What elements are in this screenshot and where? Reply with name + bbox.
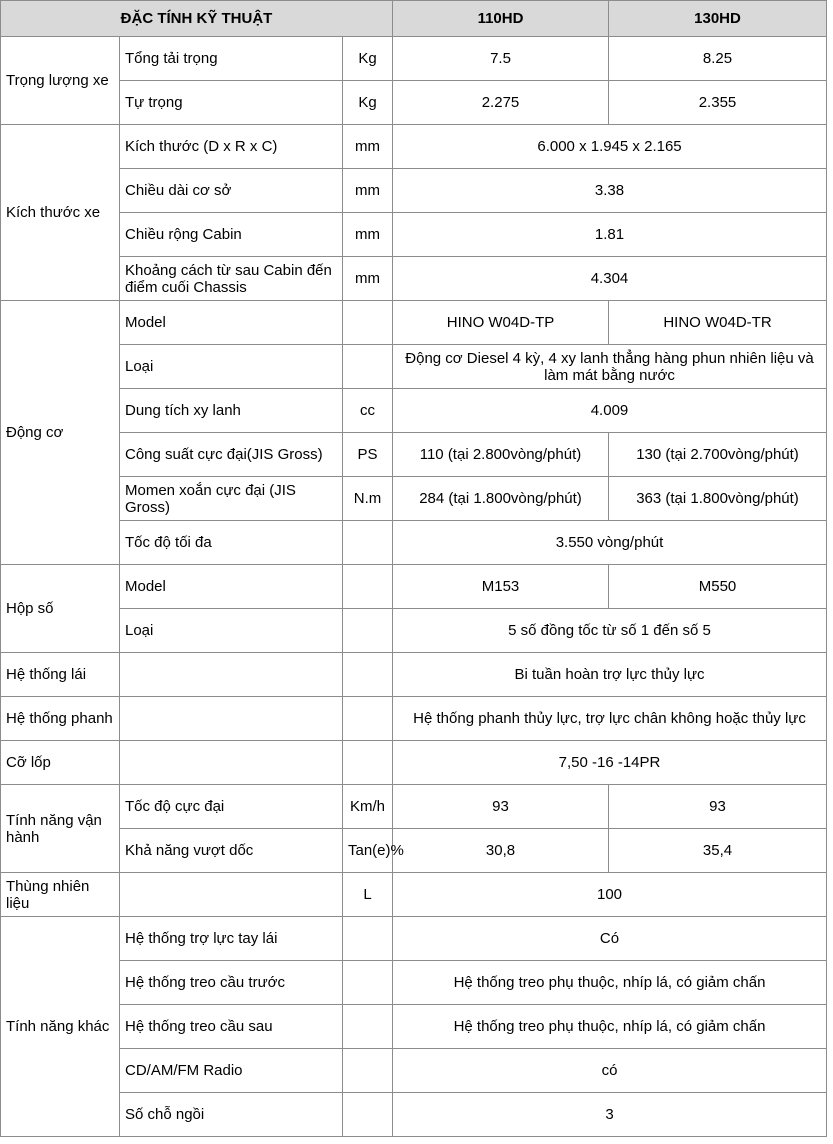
group-weight: Trọng lượng xe [1,37,120,125]
table-row [1,477,827,521]
table-row [1,653,827,697]
spec-header: ĐẶC TÍNH KỸ THUẬT [1,1,393,37]
shared-value: Hệ thống phanh thủy lực, trợ lực chân không hoặc thủy lực [393,697,827,741]
table-row [1,873,827,917]
table-row [1,1093,827,1137]
shared-value: 4.304 [393,257,827,301]
header-row [1,1,827,37]
group-tires: Cỡ lốp [1,741,120,785]
shared-value: có [393,1049,827,1093]
model-header-130hd: 130HD [609,1,827,37]
value-110hd: M153 [393,565,609,609]
group-fuel-tank: Thùng nhiên liệu [1,873,120,917]
shared-value: 6.000 x 1.945 x 2.165 [393,125,827,169]
item-label: Khả năng vượt dốc [120,829,343,873]
table-row [1,389,827,433]
unit-cell [343,609,393,653]
unit-cell [343,345,393,389]
group-performance: Tính năng vận hành [1,785,120,873]
unit-cell [343,565,393,609]
group-steering: Hệ thống lái [1,653,120,697]
shared-value: Động cơ Diesel 4 kỳ, 4 xy lanh thẳng hàng phun nhiên liệu và làm mát bằng nước [393,345,827,389]
value-130hd: 130 (tại 2.700vòng/phút) [609,433,827,477]
shared-value: Hệ thống treo phụ thuộc, nhíp lá, có giảm chấn [393,1005,827,1049]
unit-cell: L [343,873,393,917]
unit-cell: mm [343,169,393,213]
table-row [1,1005,827,1049]
model-header-110hd: 110HD [393,1,609,37]
table-row [1,37,827,81]
table-row [1,961,827,1005]
table-row [1,301,827,345]
table-row [1,125,827,169]
item-label: Momen xoắn cực đại (JIS Gross) [120,477,343,521]
unit-cell: cc [343,389,393,433]
unit-cell: Kg [343,81,393,125]
item-label: Hệ thống treo cầu trước [120,961,343,1005]
group-engine: Động cơ [1,301,120,565]
value-110hd: 30,8 [393,829,609,873]
unit-cell: mm [343,257,393,301]
item-label: Hệ thống trợ lực tay lái [120,917,343,961]
value-110hd: 2.275 [393,81,609,125]
value-130hd: 363 (tại 1.800vòng/phút) [609,477,827,521]
unit-cell [343,917,393,961]
shared-value: 3.38 [393,169,827,213]
unit-cell [343,521,393,565]
table-row [1,521,827,565]
shared-value: Bi tuần hoàn trợ lực thủy lực [393,653,827,697]
unit-cell [343,1049,393,1093]
table-row [1,257,827,301]
item-label: Công suất cực đại(JIS Gross) [120,433,343,477]
unit-cell: mm [343,213,393,257]
shared-value: Hệ thống treo phụ thuộc, nhíp lá, có giảm chấn [393,961,827,1005]
item-label: Số chỗ ngồi [120,1093,343,1137]
item-label: CD/AM/FM Radio [120,1049,343,1093]
item-label: Tốc độ tối đa [120,521,343,565]
shared-value: 5 số đồng tốc từ số 1 đến số 5 [393,609,827,653]
table-row [1,81,827,125]
value-110hd: 93 [393,785,609,829]
item-label [120,741,343,785]
unit-cell: Tan(e)% [343,829,393,873]
value-110hd: 284 (tại 1.800vòng/phút) [393,477,609,521]
shared-value: 4.009 [393,389,827,433]
unit-cell [343,1005,393,1049]
unit-cell: Km/h [343,785,393,829]
table-row [1,785,827,829]
unit-cell: PS [343,433,393,477]
unit-cell [343,653,393,697]
table-row [1,741,827,785]
item-label: Chiều rộng Cabin [120,213,343,257]
unit-cell [343,301,393,345]
table-row [1,917,827,961]
group-other-features: Tính năng khác [1,917,120,1137]
group-dimensions: Kích thước xe [1,125,120,301]
unit-cell [343,961,393,1005]
item-label: Khoảng cách từ sau Cabin đến điểm cuối Chassis [120,257,343,301]
shared-value: 1.81 [393,213,827,257]
group-gearbox: Hộp số [1,565,120,653]
table-row [1,1049,827,1093]
value-110hd: 110 (tại 2.800vòng/phút) [393,433,609,477]
value-110hd: HINO W04D-TP [393,301,609,345]
value-130hd: 93 [609,785,827,829]
unit-cell: N.m [343,477,393,521]
value-130hd: 35,4 [609,829,827,873]
item-label: Model [120,301,343,345]
shared-value: 100 [393,873,827,917]
value-130hd: 8.25 [609,37,827,81]
shared-value: 3.550 vòng/phút [393,521,827,565]
item-label: Tốc độ cực đại [120,785,343,829]
unit-cell: mm [343,125,393,169]
shared-value: Có [393,917,827,961]
item-label [120,873,343,917]
unit-cell [343,741,393,785]
unit-cell [343,1093,393,1137]
unit-cell: Kg [343,37,393,81]
item-label [120,653,343,697]
value-130hd: HINO W04D-TR [609,301,827,345]
table-row [1,697,827,741]
table-row [1,213,827,257]
item-label [120,697,343,741]
table-row [1,345,827,389]
item-label: Kích thước (D x R x C) [120,125,343,169]
value-130hd: M550 [609,565,827,609]
value-130hd: 2.355 [609,81,827,125]
table-row [1,433,827,477]
item-label: Tổng tải trọng [120,37,343,81]
table-row [1,829,827,873]
item-label: Loại [120,345,343,389]
table-row [1,565,827,609]
item-label: Model [120,565,343,609]
item-label: Hệ thống treo cầu sau [120,1005,343,1049]
unit-cell [343,697,393,741]
group-brakes: Hệ thống phanh [1,697,120,741]
shared-value: 7,50 -16 -14PR [393,741,827,785]
item-label: Tự trọng [120,81,343,125]
item-label: Dung tích xy lanh [120,389,343,433]
shared-value: 3 [393,1093,827,1137]
item-label: Loại [120,609,343,653]
table-row [1,169,827,213]
table-row [1,609,827,653]
item-label: Chiều dài cơ sở [120,169,343,213]
value-110hd: 7.5 [393,37,609,81]
